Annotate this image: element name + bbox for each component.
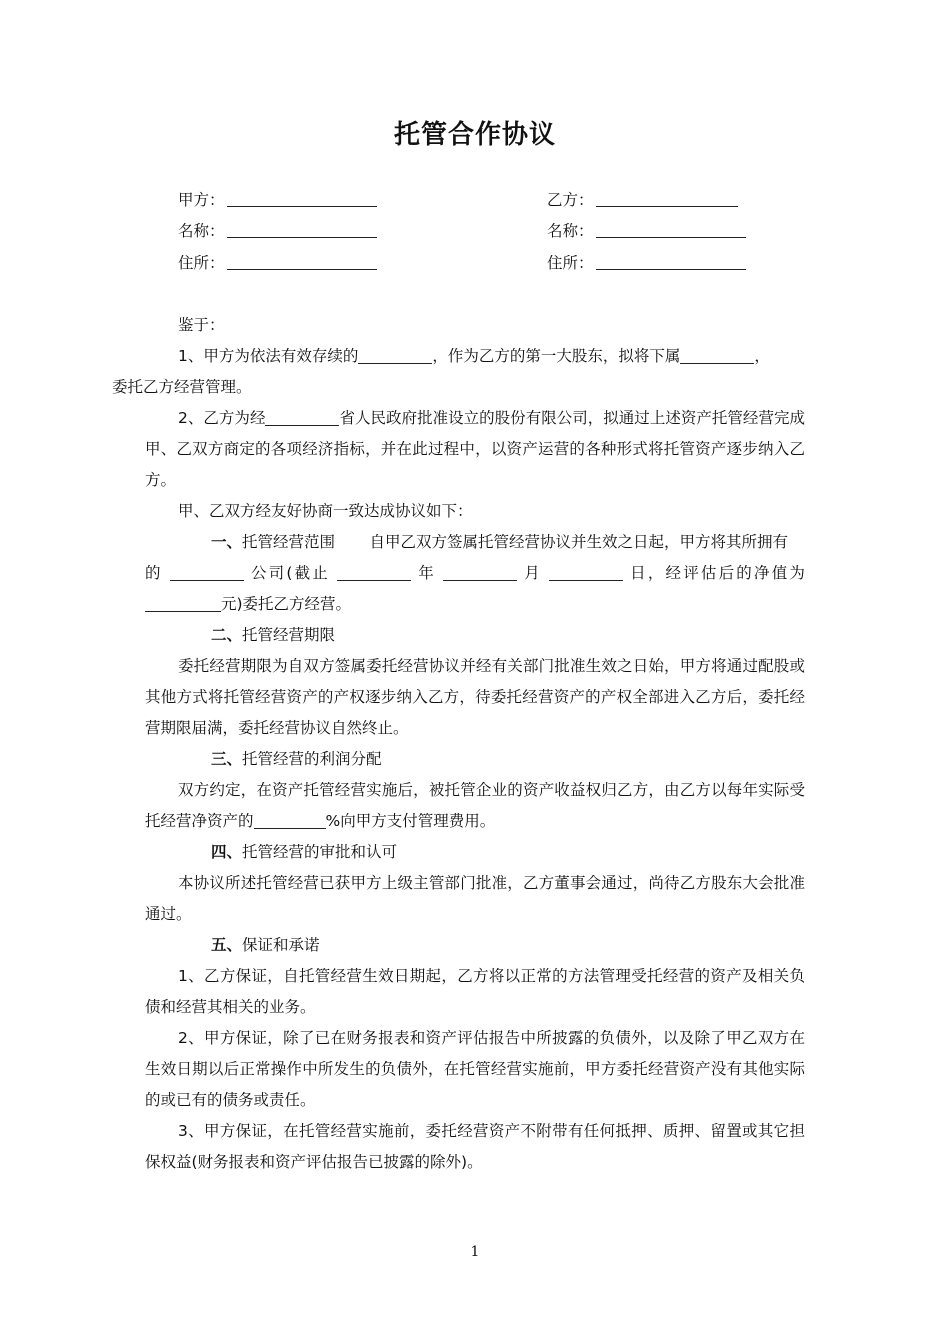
party-b-label: 乙方： [547, 191, 594, 209]
section-3-title: 托管经营的利润分配 [242, 750, 382, 768]
recital-1-blank-entity[interactable] [358, 347, 432, 364]
party-a-name-blank[interactable] [227, 222, 377, 238]
section-1-blank-month[interactable] [443, 564, 517, 581]
party-a-address-blank[interactable] [227, 254, 377, 270]
party-a-label: 甲方： [178, 191, 225, 209]
section-5-item-3: 3、甲方保证，在托管经营实施前，委托经营资产不附带有任何抵押、质押、留置或其它担保权益(财务报表和资产评估报告已披露的除外)。 [145, 1122, 805, 1171]
document-body [112, 310, 805, 1178]
section-1-text-c: 元)委托乙方经营。 [221, 595, 352, 613]
recital-1 [112, 341, 805, 403]
section-2-number: 二、 [211, 626, 243, 644]
section-2-title: 托管经营期限 [242, 626, 336, 644]
section-3-text [145, 775, 805, 837]
section-1-blank-year[interactable] [337, 564, 411, 581]
party-b-name-blank[interactable] [596, 222, 746, 238]
party-b-blank[interactable] [596, 191, 738, 207]
party-a-name-line [178, 221, 377, 241]
party-a-name-label: 名称： [178, 222, 225, 240]
section-4-number: 四、 [211, 843, 243, 861]
party-b-line [547, 190, 738, 210]
section-1-title: 托管经营范围 [242, 533, 336, 551]
section-1-text-b1: 的 [145, 564, 163, 582]
section-4-text: 本协议所述托管经营已获甲方上级主管部门批准，乙方董事会通过，尚待乙方股东大会批准通过。 [145, 874, 805, 923]
document-title: 托管合作协议 [393, 120, 556, 150]
section-1-blank-value[interactable] [145, 595, 221, 612]
section-1-text-a: 自甲乙双方签属托管经营协议并生效之日起，甲方将其所拥有 [369, 533, 789, 551]
section-5-number: 五、 [211, 936, 243, 954]
section-1-number: 一、 [211, 533, 243, 551]
recital-1-text-c: ， [754, 347, 770, 365]
party-b-address-label: 住所： [547, 254, 594, 272]
section-1-blank-day[interactable] [549, 564, 623, 581]
recital-2-blank-province[interactable] [265, 409, 339, 426]
section-1-text-b4: 月 [524, 564, 542, 582]
section-5-title: 保证和承诺 [242, 936, 320, 954]
agreement-intro: 甲、乙双方经友好协商一致达成协议如下： [178, 502, 473, 520]
recital-1-text-b: ，作为乙方的第一大股东，拟将下属 [432, 347, 681, 365]
party-b-address-line [547, 253, 746, 273]
section-4-heading [145, 837, 805, 868]
section-1-line-2 [145, 558, 805, 589]
section-4-title: 托管经营的审批和认可 [242, 843, 398, 861]
section-2-text: 委托经营期限为自双方签属委托经营协议并经有关部门批准生效之日始，甲方将通过配股或其他方式将托管经营资产的产权逐步纳入乙方，待委托经营资产的产权全部进入乙方后，委托经营期限届满，委托经营协议自然终止。 [145, 657, 805, 737]
recital-2-text-a: 2、乙方为经 [178, 409, 266, 427]
section-3-text-a: 双方约定，在资产托管经营实施后，被托管企业的资产收益权归乙方，由乙方以每年实际受托经营净资产的 [145, 781, 805, 830]
party-b-address-blank[interactable] [596, 254, 746, 270]
recital-1-text-a: 1、甲方为依法有效存续的 [178, 347, 359, 365]
whereas-heading: 鉴于： [178, 316, 225, 334]
party-a-blank[interactable] [227, 191, 377, 207]
party-a-address-line [178, 253, 377, 273]
party-a-line [178, 190, 377, 210]
section-1-text-b3: 年 [418, 564, 436, 582]
party-b-name-label: 名称： [547, 222, 594, 240]
section-1-text-b5: 日，经评估后的净值为 [630, 564, 805, 582]
section-1-blank-company[interactable] [170, 564, 244, 581]
section-5-heading [145, 930, 805, 961]
recital-2 [145, 403, 805, 496]
recital-2-text-b: 省人民政府批准设立的股份有限公司，拟通过上述资产托管经营完成甲、乙双方商定的各项经济指标，并在此过程中，以资产运营的各种形式将托管资产逐步纳入乙方。 [145, 409, 805, 489]
section-3-heading [145, 744, 805, 775]
section-3-number: 三、 [211, 750, 243, 768]
section-1-text-b2: 公司(截止 [250, 564, 330, 582]
section-3-text-b: %向甲方支付管理费用。 [325, 812, 496, 830]
party-a-address-label: 住所： [178, 254, 225, 272]
section-2-heading [145, 620, 805, 651]
section-5-item-1: 1、乙方保证，自托管经营生效日期起，乙方将以正常的方法管理受托经营的资产及相关负债和经营其相关的业务。 [145, 967, 805, 1016]
recital-1-blank-asset[interactable] [680, 347, 754, 364]
page-number: 1 [470, 1244, 480, 1260]
party-b-name-line [547, 221, 746, 241]
section-3-blank-percent[interactable] [254, 812, 326, 829]
section-1-heading [145, 527, 805, 558]
section-1-line-3 [145, 589, 805, 620]
recital-1-text-d: 委托乙方经营管理。 [112, 378, 252, 396]
section-5-item-2: 2、甲方保证，除了已在财务报表和资产评估报告中所披露的负债外，以及除了甲乙双方在生效日期以后正常操作中所发生的负债外，在托管经营实施前，甲方委托经营资产没有其他实际的或已有的债务或责任。 [145, 1029, 805, 1109]
